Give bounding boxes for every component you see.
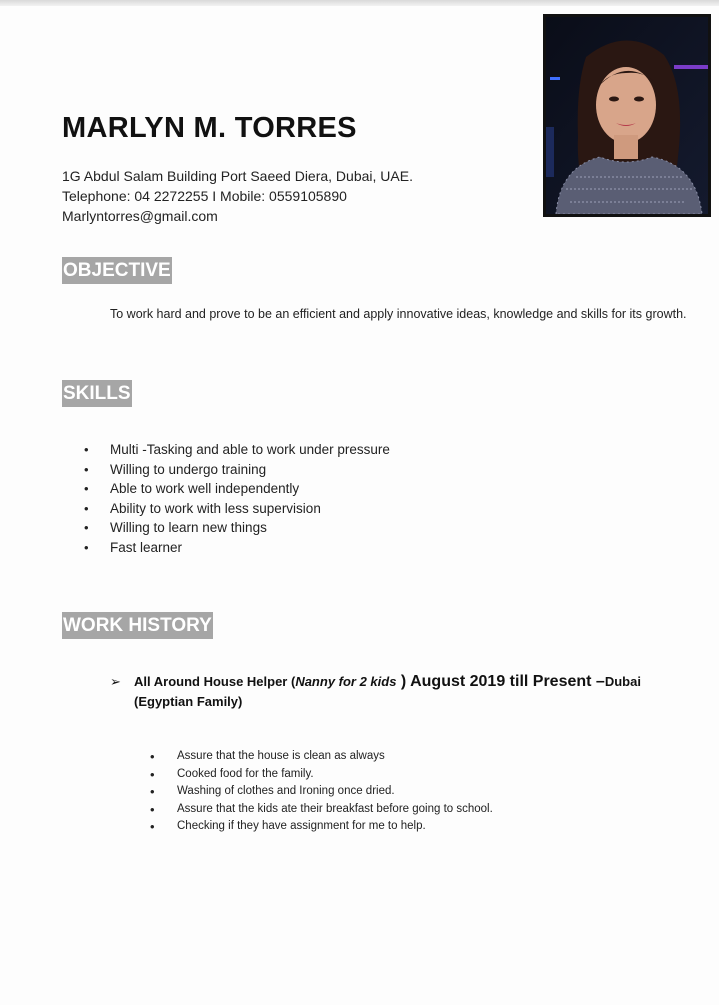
skill-text: Multi -Tasking and able to work under pressure bbox=[110, 442, 390, 457]
duty-text: Assure that the kids ate their breakfast before going to school. bbox=[177, 802, 493, 815]
bullet-icon: • bbox=[150, 784, 155, 799]
profile-photo bbox=[543, 14, 711, 217]
job-employer: (Egyptian Family) bbox=[134, 694, 243, 709]
list-item bbox=[150, 783, 493, 801]
phone-line: Telephone: 04 2272255 I Mobile: 0559105890 bbox=[62, 188, 347, 204]
job-title: All Around House Helper ( bbox=[134, 674, 296, 689]
work-history-heading: WORK HISTORY bbox=[62, 612, 213, 639]
duty-text: Assure that the house is clean as always bbox=[177, 750, 385, 762]
profile-photo-image bbox=[546, 17, 708, 214]
objective-text: To work hard and prove to be an efficient and apply innovative ideas, knowledge and skills for its growth. bbox=[110, 307, 687, 321]
duty-text: Cooked food for the family. bbox=[177, 767, 314, 780]
bullet-icon: • bbox=[84, 500, 89, 516]
duty-text: Washing of clothes and Ironing once dried. bbox=[177, 785, 395, 797]
bullet-icon: • bbox=[150, 801, 155, 817]
job-title-note: Nanny for 2 kids bbox=[295, 674, 397, 689]
bullet-icon: • bbox=[150, 819, 155, 834]
job-title-line bbox=[134, 672, 680, 712]
job-title-close: ) bbox=[396, 673, 407, 690]
job-period: August 2019 till Present – bbox=[406, 673, 605, 690]
list-item bbox=[150, 748, 493, 766]
arrow-bullet-icon: ➢ bbox=[110, 674, 121, 689]
contact-block bbox=[62, 166, 413, 226]
list-item bbox=[150, 801, 493, 819]
list-item bbox=[84, 518, 390, 538]
bullet-icon: • bbox=[150, 749, 155, 764]
skills-list bbox=[84, 440, 390, 557]
bullet-icon: • bbox=[84, 461, 89, 477]
duties-list bbox=[150, 748, 493, 836]
skills-heading: SKILLS bbox=[62, 380, 132, 407]
list-item bbox=[150, 766, 493, 784]
job-entry bbox=[110, 672, 680, 712]
skill-text: Fast learner bbox=[110, 539, 183, 555]
candidate-name: MARLYN M. TORRES bbox=[62, 112, 357, 144]
bullet-icon: • bbox=[84, 481, 89, 496]
duty-text: Checking if they have assignment for me to help. bbox=[177, 820, 426, 832]
list-item bbox=[84, 499, 390, 519]
bullet-icon: • bbox=[84, 520, 89, 535]
bullet-icon: • bbox=[84, 539, 89, 555]
objective-heading: OBJECTIVE bbox=[62, 257, 172, 284]
top-edge-shadow bbox=[0, 0, 719, 6]
list-item bbox=[84, 538, 390, 558]
bullet-icon: • bbox=[84, 442, 89, 457]
list-item bbox=[84, 460, 390, 480]
list-item bbox=[150, 818, 493, 836]
skill-text: Able to work well independently bbox=[110, 481, 300, 496]
bullet-icon: • bbox=[150, 766, 155, 782]
email-line: Marlyntorres@gmail.com bbox=[62, 208, 218, 224]
list-item bbox=[84, 479, 390, 499]
address-line: 1G Abdul Salam Building Port Saeed Diera, Dubai, UAE. bbox=[62, 168, 413, 184]
skill-text: Ability to work with less supervision bbox=[110, 500, 321, 516]
job-location: Dubai bbox=[604, 674, 641, 689]
skill-text: Willing to undergo training bbox=[110, 461, 267, 477]
skill-text: Willing to learn new things bbox=[110, 520, 267, 535]
list-item bbox=[84, 440, 390, 460]
